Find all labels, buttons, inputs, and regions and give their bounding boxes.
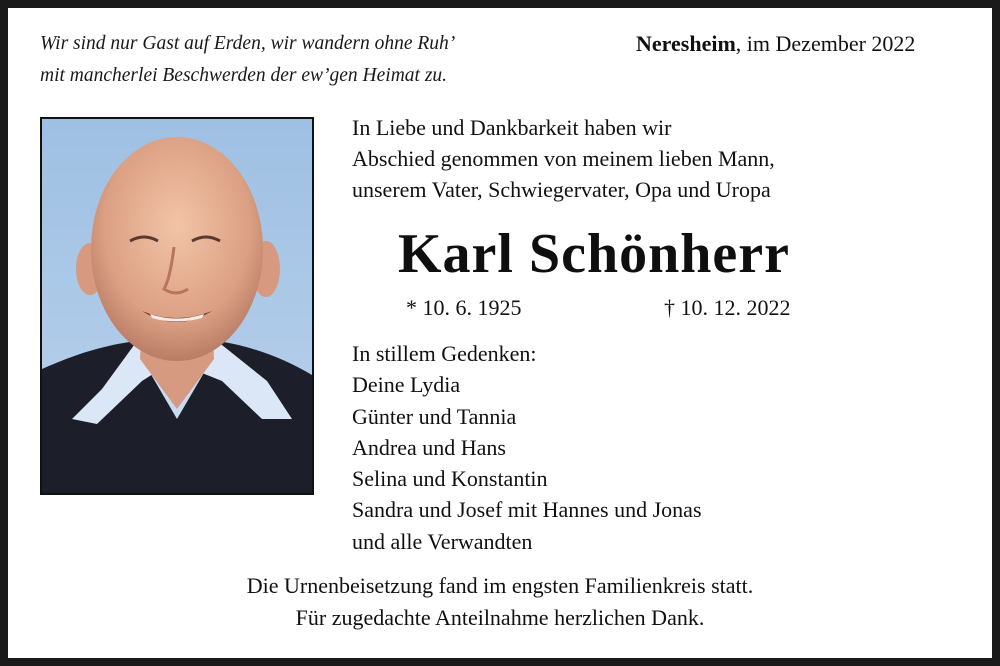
footer-line-2: Für zugedachte Anteilnahme herzlichen Dank. [295,605,705,630]
intro-line-2: Abschied genommen von meinem lieben Mann, [352,146,775,171]
verse-line-2: mit mancherlei Beschwerden der ew’gen Heimat zu. [40,65,448,86]
footer-line-1: Die Urnenbeisetzung fand im engsten Familienkreis statt. [246,573,754,598]
mourner-name: Andrea und Hans [352,434,506,460]
portrait-illustration [42,119,312,493]
place-name: Neresheim [636,31,736,56]
deceased-name: Karl Schönherr [398,223,790,285]
mourner-name: Sandra und Josef mit Hannes und Jonas [352,497,702,523]
verse-line-1: Wir sind nur Gast auf Erden, wir wandern ohne Ruh’ [40,33,456,54]
mourners-list [352,338,702,557]
portrait-photo [40,117,314,495]
intro-line-3: unserem Vater, Schwiegervater, Opa und Uropa [352,177,771,202]
death-date: † 10. 12. 2022 [664,295,791,320]
footer-note [0,570,1000,634]
intro-text [352,112,775,205]
birth-date: * 10. 6. 1925 [406,295,522,320]
mourner-name: und alle Verwandten [352,528,533,554]
place-date [636,28,915,60]
intro-line-1: In Liebe und Dankbarkeit haben wir [352,115,672,140]
mourner-name: Deine Lydia [352,372,461,398]
verse [40,28,455,92]
mourner-name: Selina und Konstantin [352,466,548,492]
date-text: , im Dezember 2022 [735,31,916,56]
mourners-heading: In stillem Gedenken: [352,341,537,366]
mourner-name: Günter und Tannia [352,403,517,429]
